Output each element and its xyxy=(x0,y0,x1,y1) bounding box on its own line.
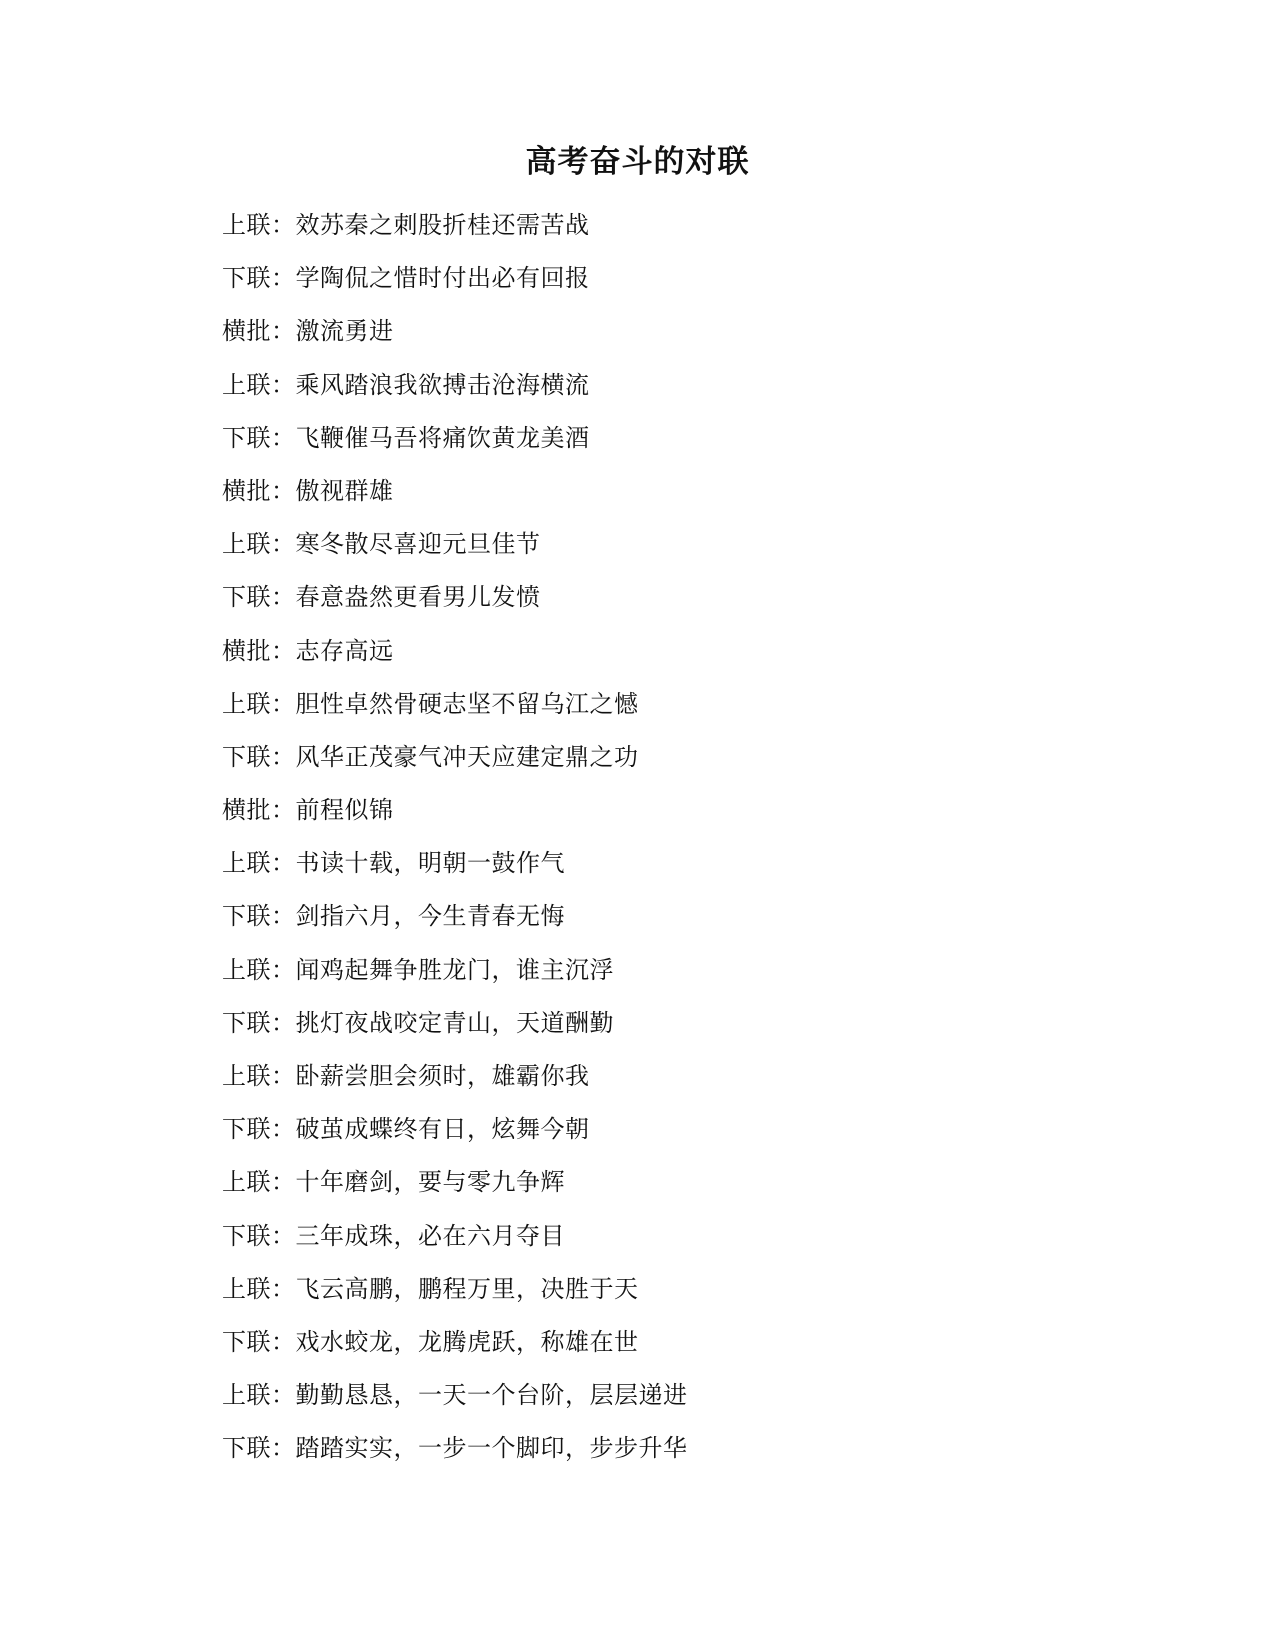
couplet-line: 下联：挑灯夜战咬定青山，天道酬勤 xyxy=(222,1008,614,1037)
couplet-line: 横批：志存高远 xyxy=(222,636,394,665)
couplet-line: 下联：三年成珠，必在六月夺目 xyxy=(222,1221,565,1250)
couplet-line: 下联：踏踏实实，一步一个脚印，步步升华 xyxy=(222,1434,688,1463)
couplet-line: 上联：勤勤恳恳，一天一个台阶，层层递进 xyxy=(222,1381,688,1410)
couplet-line: 上联：卧薪尝胆会须时，雄霸你我 xyxy=(222,1062,590,1090)
document-title: 高考奋斗的对联 xyxy=(525,144,750,180)
couplet-line: 上联：书读十载，明朝一鼓作气 xyxy=(222,849,565,878)
couplet-line: 上联：飞云高鹏，鹏程万里，决胜于天 xyxy=(222,1274,639,1303)
couplet-line: 下联：戏水蛟龙，龙腾虎跃，称雄在世 xyxy=(222,1327,639,1356)
couplet-line: 下联：春意盎然更看男儿发愤 xyxy=(222,583,541,612)
couplet-line: 横批：傲视群雄 xyxy=(222,476,394,505)
couplet-line: 下联：学陶侃之惜时付出必有回报 xyxy=(222,264,590,293)
couplet-line: 上联：寒冬散尽喜迎元旦佳节 xyxy=(222,530,541,559)
couplet-line: 下联：破茧成蝶终有日，炫舞今朝 xyxy=(222,1115,590,1144)
couplet-line: 下联：风华正茂豪气冲天应建定鼎之功 xyxy=(222,742,639,771)
couplet-line: 上联：效苏秦之刺股折桂还需苦战 xyxy=(222,211,590,239)
couplet-line: 下联：飞鞭催马吾将痛饮黄龙美酒 xyxy=(222,423,590,452)
couplet-line: 上联：胆性卓然骨硬志坚不留乌江之憾 xyxy=(222,689,639,718)
couplet-line: 下联：剑指六月，今生青春无悔 xyxy=(222,902,565,931)
couplet-line: 上联：十年磨剑，要与零九争辉 xyxy=(222,1168,565,1197)
couplet-line: 横批：激流勇进 xyxy=(222,317,394,346)
couplet-line: 上联：乘风踏浪我欲搏击沧海横流 xyxy=(222,370,590,399)
couplet-line: 横批：前程似锦 xyxy=(222,796,394,825)
couplet-list xyxy=(222,205,1122,1482)
couplet-line: 上联：闻鸡起舞争胜龙门，谁主沉浮 xyxy=(222,955,614,984)
